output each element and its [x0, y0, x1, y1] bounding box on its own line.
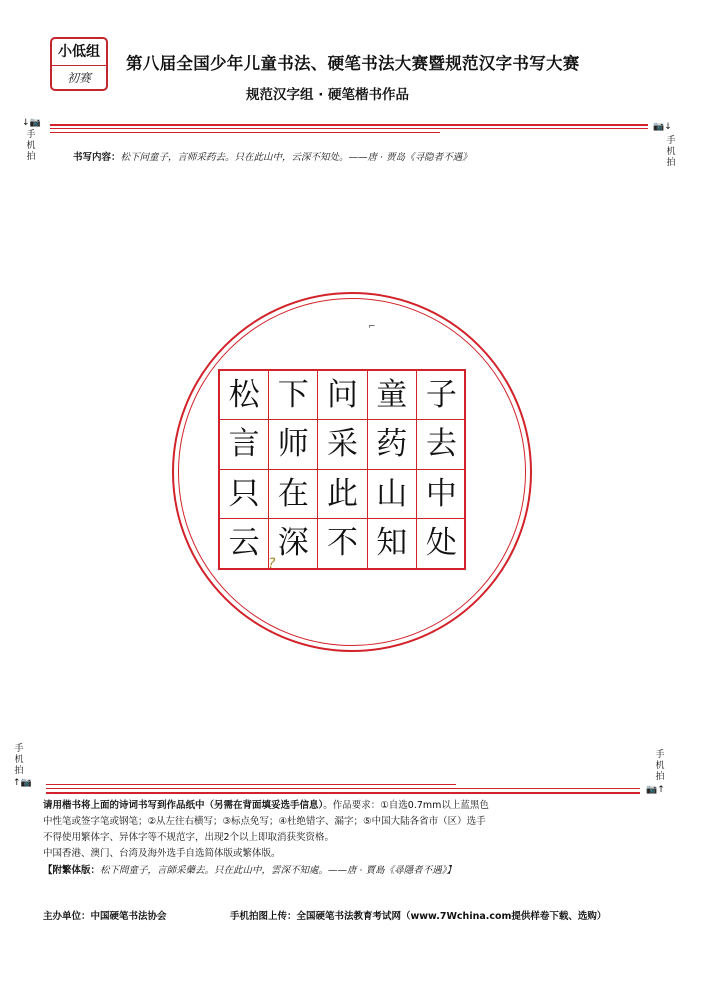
traditional-poem: 松下問童子，言師采藥去。只在此山中，雲深不知處。——唐 · 賈島《尋隱者不遇》】	[100, 865, 456, 876]
camera-icon: ↓📷	[22, 118, 41, 128]
upload-info: 手机拍图上传：全国硬笔书法教育考试网（www.7Wchina.com提供样卷下载、选购）	[230, 911, 607, 922]
grid-cell: 云	[220, 519, 269, 568]
grid-cell: 处	[425, 524, 457, 561]
grid-cell: 药	[368, 420, 417, 469]
phone-shoot-label-tr	[664, 136, 678, 169]
grid-cell: 下	[269, 371, 318, 420]
grid-cell: 子	[417, 371, 466, 420]
grid-cell: 言	[220, 420, 269, 469]
grid-cell: 采	[318, 420, 367, 469]
group-label: 小低组	[52, 39, 106, 66]
grid-cell: 松	[220, 371, 269, 420]
requirements-line: 中国香港、澳门、台湾及海外选手自选简体版或繁体版。	[43, 848, 281, 859]
phone-shoot-text: 手 机 拍	[655, 750, 665, 782]
grid-cell: 去	[417, 420, 466, 469]
bottom-rule	[46, 788, 640, 789]
grid-cell: 在	[269, 470, 318, 519]
phone-shoot-label-br	[653, 750, 667, 783]
page-subtitle: 规范汉字组 · 硬笔楷书作品	[246, 87, 410, 103]
top-rule-2	[50, 128, 648, 129]
grid-cell: 此	[318, 470, 367, 519]
top-rule	[50, 124, 648, 126]
camera-icon: 📷↑	[646, 785, 665, 795]
grid-cell: 师	[269, 420, 318, 469]
traditional-label: 【附繁体版：	[43, 865, 101, 876]
bottom-rule-short	[46, 784, 456, 785]
phone-shoot-text: 手 机 拍	[26, 130, 36, 162]
grid-cell: 只	[220, 470, 269, 519]
phone-shoot-text: 手 机 拍	[666, 136, 676, 168]
grid-cell: 知	[368, 519, 417, 568]
page-title: 第八届全国少年儿童书法、硬笔书法大赛暨规范汉字书写大赛	[126, 54, 580, 73]
grid-cell: 童	[368, 371, 417, 420]
content-label: 书写内容：	[73, 152, 121, 163]
requirements-line	[43, 798, 489, 814]
phone-shoot-label-bl	[12, 744, 26, 777]
writing-content	[73, 149, 472, 163]
phone-shoot-label-tl	[24, 130, 38, 163]
requirements-line: 中性笔或签字笔或钢笔；②从左往右横写；③标点免写；④杜绝错字、漏字；⑤中国大陆各省市（区）选手	[43, 816, 486, 827]
stray-pen-mark: ?	[268, 556, 276, 572]
group-badge	[50, 37, 108, 91]
bottom-rule-2	[46, 792, 640, 794]
grid-cell: 不	[318, 519, 367, 568]
requirements-text: 。作品要求：①自选0.7mm以上蓝黑色	[323, 800, 489, 811]
requirements-line: 不得使用繁体字、异体字等不规范字，出现2个以上即取消获奖资格。	[43, 832, 335, 843]
round-label: 初赛	[66, 71, 91, 85]
sponsor-info: 主办单位：中国硬笔书法协会	[43, 911, 167, 922]
grid-cell: 问	[318, 371, 367, 420]
grid-cell: 深	[269, 519, 318, 568]
grid-cell: 山	[368, 470, 417, 519]
requirements-instruction: 请用楷书将上面的诗词书写到作品纸中（另需在背面填妥选手信息）	[43, 800, 324, 811]
grid-cell: 中	[417, 470, 466, 519]
top-rule-short	[50, 132, 440, 133]
traditional-version	[43, 863, 456, 879]
character-grid	[218, 369, 466, 570]
camera-icon: 📷↓	[653, 122, 672, 132]
phone-shoot-text: 手 机 拍	[14, 744, 24, 776]
camera-icon: ↑📷	[13, 778, 32, 788]
content-poem: 松下问童子，言师采药去。只在此山中，云深不知处。——唐 · 贾岛《寻隐者不遇》	[120, 152, 472, 163]
pen-mark: ⌐	[368, 322, 376, 332]
